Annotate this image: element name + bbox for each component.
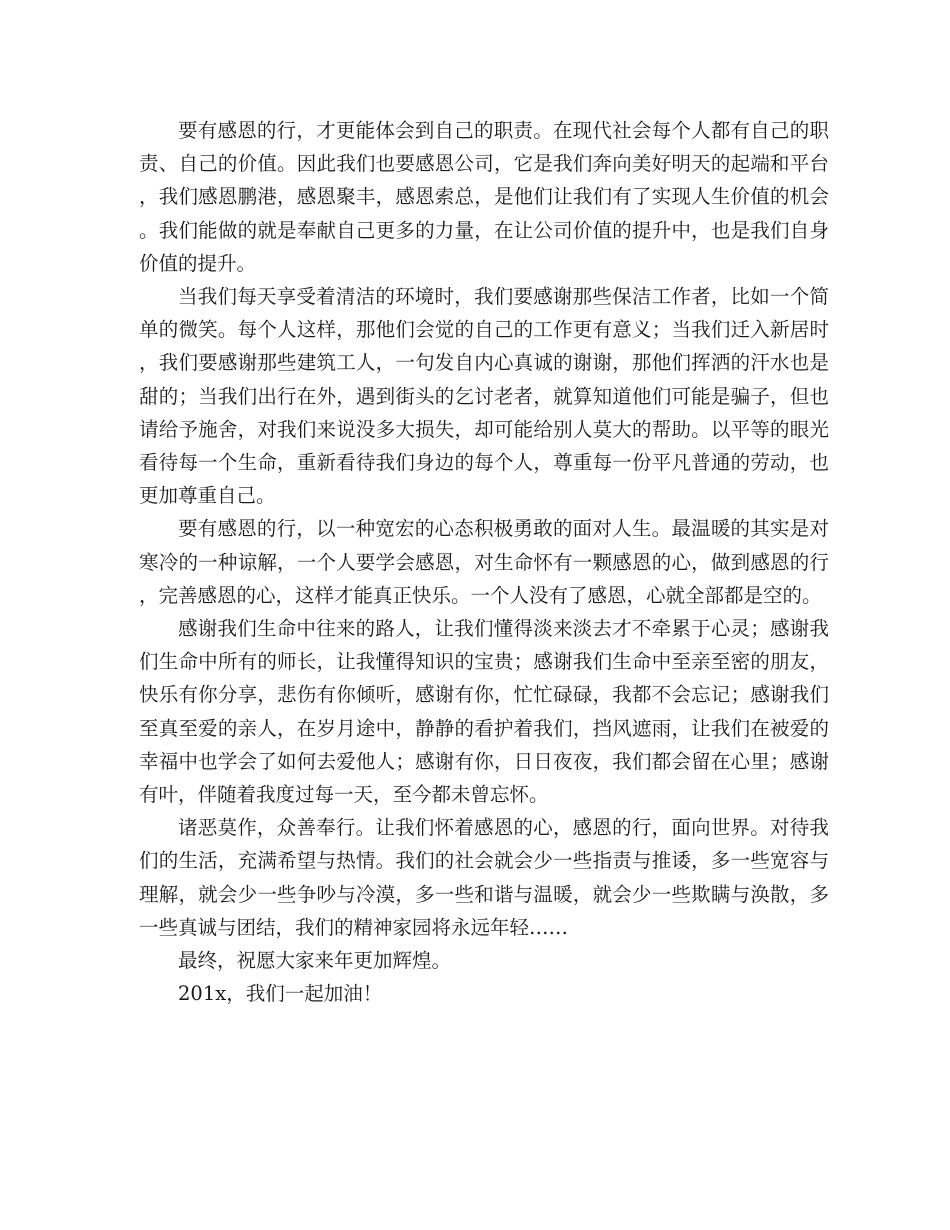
paragraph: 感谢我们生命中往来的路人，让我们懂得淡来淡去才不牵累于心灵；感谢我们生命中所有的师长，让我懂得知识的宝贵；感谢我们生命中至亲至密的朋友，快乐有你分享，悲伤有你倾听，感谢有你，忙忙碌碌，我都不会忘记；感谢我们至真至爱的亲人，在岁月途中，静静的看护着我们，挡风遮雨，让我们在被爱的幸福中也学会了如何去爱他人；感谢有你，日日夜夜，我们都会留在心里；感谢有叶，伴随着我度过每一天，至今都未曾忘怀。	[139, 617, 829, 807]
paragraph: 201x，我们一起加油！	[178, 982, 383, 1006]
paragraph: 诸恶莫作，众善奉行。让我们怀着感恩的心，感恩的行，面向世界。对待我们的生活，充满希望与热情。我们的社会就会少一些指责与推诿，多一些宽容与理解，就会少一些争吵与冷漠，多一些和谐与温暖，就会少一些欺瞒与涣散，多一些真诚与团结，我们的精神家园将永远年轻……	[139, 816, 829, 939]
paragraph: 要有感恩的行，才更能体会到自己的职责。在现代社会每个人都有自己的职责、自己的价值。因此我们也要感恩公司，它是我们奔向美好明天的起端和平台，我们感恩鹏港，感恩聚丰，感恩索总，是他们让我们有了实现人生价值的机会。我们能做的就是奉献自己更多的力量，在让公司价值的提升中，也是我们自身价值的提升。	[139, 119, 829, 275]
paragraph: 当我们每天享受着清洁的环境时，我们要感谢那些保洁工作者，比如一个简单的微笑。每个人这样，那他们会觉的自己的工作更有意义；当我们迁入新居时，我们要感谢那些建筑工人，一句发自内心真诚的谢谢，那他们挥洒的汗水也是甜的；当我们出行在外，遇到街头的乞讨老者，就算知道他们可能是骗子，但也请给予施舍，对我们来说没多大损失，却可能给别人莫大的帮助。以平等的眼光看待每一个生命，重新看待我们身边的每个人，尊重每一份平凡普通的劳动，也更加尊重自己。	[139, 285, 829, 508]
paragraph: 最终，祝愿大家来年更加辉煌。	[178, 949, 452, 973]
paragraph: 要有感恩的行，以一种宽宏的心态积极勇敢的面对人生。最温暖的其实是对寒冷的一种谅解，一个人要学会感恩，对生命怀有一颗感恩的心，做到感恩的行，完善感恩的心，这样才能真正快乐。一个人没有了感恩，心就全部都是空的。	[139, 517, 829, 607]
document-body	[139, 114, 829, 1010]
